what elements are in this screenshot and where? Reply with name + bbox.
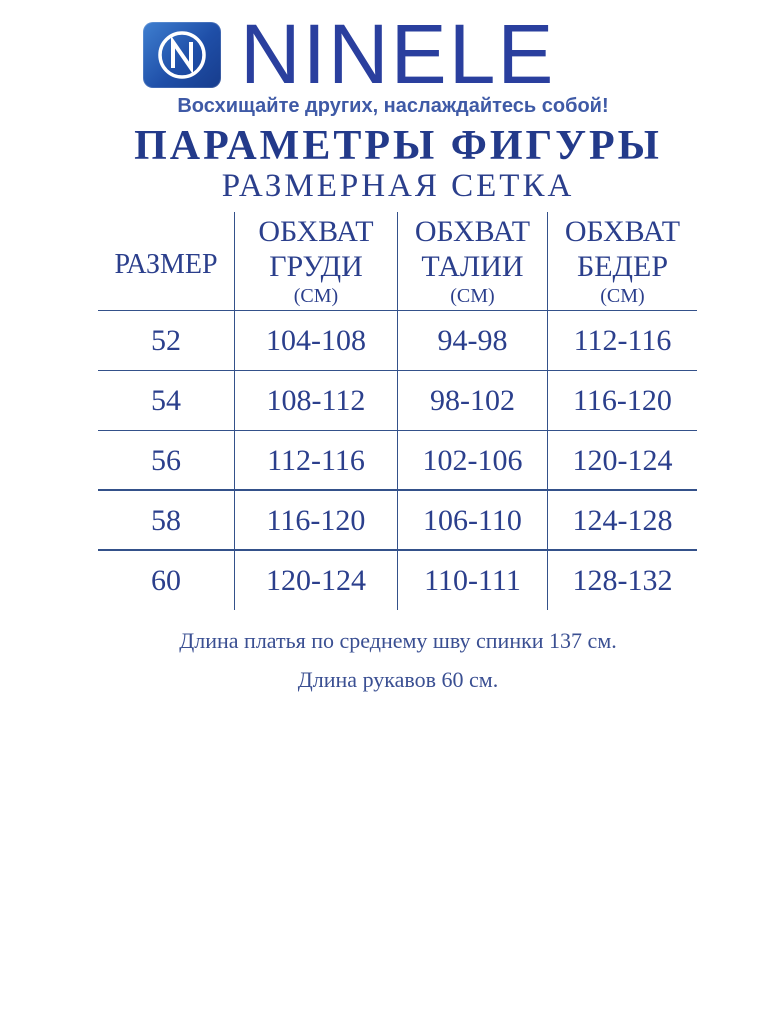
table-row xyxy=(98,371,697,431)
column-header-waist xyxy=(397,212,547,310)
cell-size: 58 xyxy=(151,504,181,537)
page-subtitle: РАЗМЕРНАЯ СЕТКА xyxy=(221,168,575,204)
cell-size: 54 xyxy=(151,384,181,417)
brand-header xyxy=(0,7,768,101)
cell-waist: 94-98 xyxy=(397,311,547,370)
column-header-label: ОБХВАТ xyxy=(564,215,681,248)
table-row xyxy=(98,551,697,610)
column-header-unit: (СМ) xyxy=(600,285,645,307)
column-header-label: ОБХВАТ xyxy=(414,215,531,248)
column-header-unit: (СМ) xyxy=(450,285,495,307)
column-header-unit: (СМ) xyxy=(293,285,339,307)
cell-waist: 106-110 xyxy=(397,491,547,549)
cell-waist: 98-102 xyxy=(397,371,547,430)
column-header-label: ТАЛИИ xyxy=(421,250,524,283)
cell-chest: 104-108 xyxy=(234,311,397,370)
cell-hips: 112-116 xyxy=(547,311,697,370)
cell-chest: 116-120 xyxy=(234,491,397,549)
cell-chest: 108-112 xyxy=(234,371,397,430)
cell-hips: 116-120 xyxy=(547,371,697,430)
dress-length-note: Длина платья по среднему шву спинки 137 см. xyxy=(179,628,617,653)
cell-hips: 124-128 xyxy=(547,491,697,549)
cell-chest: 112-116 xyxy=(234,431,397,489)
ninele-n-emblem-icon xyxy=(143,22,221,88)
cell-size: 52 xyxy=(151,324,181,357)
size-chart-table xyxy=(98,212,697,610)
column-header-hips xyxy=(547,212,697,310)
column-header-label: РАЗМЕР xyxy=(114,249,218,280)
brand-wordmark: NINELE xyxy=(240,7,556,101)
table-row xyxy=(98,491,697,551)
cell-waist: 110-111 xyxy=(397,551,547,610)
cell-size: 60 xyxy=(151,564,181,597)
column-header-size xyxy=(98,212,234,310)
table-row xyxy=(98,431,697,491)
brand-tagline: Восхищайте других, наслаждайтесь собой! xyxy=(177,95,609,117)
column-header-label: ГРУДИ xyxy=(269,250,363,283)
table-header xyxy=(98,212,697,311)
column-header-label: БЕДЕР xyxy=(576,250,669,283)
cell-hips: 120-124 xyxy=(547,431,697,489)
sleeve-length-note: Длина рукавов 60 см. xyxy=(297,667,499,692)
cell-waist: 102-106 xyxy=(397,431,547,489)
column-header-chest xyxy=(234,212,397,310)
cell-size: 56 xyxy=(151,444,181,477)
column-header-label: ОБХВАТ xyxy=(258,215,374,248)
table-row xyxy=(98,311,697,371)
cell-chest: 120-124 xyxy=(234,551,397,610)
cell-hips: 128-132 xyxy=(547,551,697,610)
page-title: ПАРАМЕТРЫ ФИГУРЫ xyxy=(134,123,662,169)
